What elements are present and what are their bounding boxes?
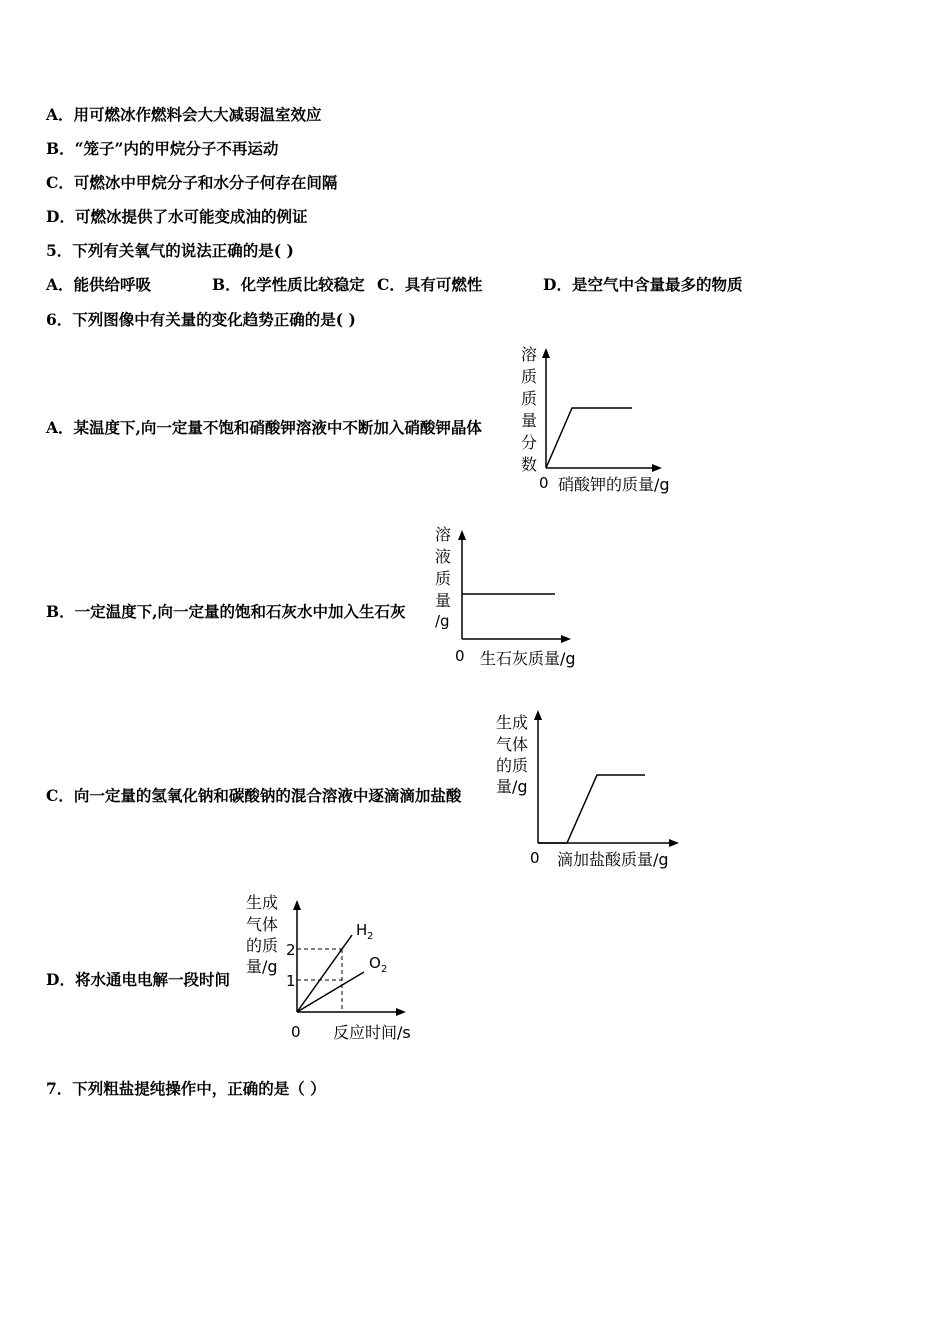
graph-d-h2-label: H [356, 921, 368, 939]
graph-c-ylabel-2: 气体 [496, 735, 529, 754]
graph-d-tick-2: 2 [286, 941, 296, 959]
graph-a-x-arrow [652, 464, 662, 472]
graph-d-y-arrow [293, 900, 301, 910]
graph-b-y-arrow [458, 530, 466, 540]
q5-option-d: D．是空气中含量最多的物质 [543, 275, 743, 294]
graph-d-o2-sub: 2 [381, 964, 388, 975]
q6-option-c: C．向一定量的氢氧化钠和碳酸钠的混合溶液中逐滴滴加盐酸 [46, 786, 462, 805]
q5-stem: 5．下列有关氧气的说法正确的是( ) [46, 241, 294, 260]
q6-option-b: B．一定温度下,向一定量的饱和石灰水中加入生石灰 [46, 602, 406, 621]
graph-d-ylabel-1: 生成 [246, 893, 279, 912]
graph-b-ylabel-4: 量 [435, 591, 452, 610]
q6-stem: 6．下列图像中有关量的变化趋势正确的是( ) [46, 310, 356, 329]
graph-a-ylabel-5: 分 [521, 433, 538, 452]
graph-d-ylabel-2: 气体 [246, 915, 279, 934]
graph-a-ylabel-1: 溶 [521, 345, 538, 364]
graph-b-ylabel-5: /g [435, 612, 450, 630]
graph-c-ylabel-1: 生成 [496, 713, 529, 732]
graph-a [510, 340, 690, 500]
graph-a-ylabel-4: 量 [521, 411, 538, 430]
graph-b-x-arrow [561, 635, 571, 643]
q7-stem: 7．下列粗盐提纯操作中，正确的是（ ） [46, 1079, 326, 1098]
graph-b-ylabel-1: 溶 [435, 525, 452, 544]
graph-b [425, 520, 595, 675]
graph-a-y-arrow [542, 348, 550, 358]
q4-option-b: B．“笼子”内的甲烷分子不再运动 [46, 139, 279, 158]
graph-a-xlabel: 硝酸钾的质量/g [558, 475, 670, 494]
graph-c-ylabel-3: 的质 [496, 756, 529, 775]
graph-a-curve [546, 408, 632, 468]
graph-d-o2-line [297, 972, 364, 1012]
q6-option-a: A．某温度下,向一定量不饱和硝酸钾溶液中不断加入硝酸钾晶体 [46, 418, 482, 437]
q4-option-a: A．用可燃冰作燃料会大大减弱温室效应 [46, 105, 322, 124]
graph-d-h2-line [297, 935, 352, 1012]
graph-d-ylabel-3: 的质 [246, 936, 279, 955]
q4-option-d: D．可燃冰提供了水可能变成油的例证 [46, 207, 308, 226]
q5-option-b: B．化学性质比较稳定 [212, 275, 365, 294]
q6-option-d: D．将水通电电解一段时间 [46, 970, 230, 989]
graph-c-origin: 0 [530, 849, 540, 867]
graph-c-xlabel: 滴加盐酸质量/g [557, 850, 669, 869]
graph-d-ylabel-4: 量/g [246, 957, 278, 976]
graph-c-x-arrow [669, 839, 679, 847]
graph-a-ylabel-6: 数 [521, 455, 538, 474]
graph-a-origin: 0 [539, 474, 549, 492]
graph-b-origin: 0 [455, 647, 465, 665]
graph-c-ylabel-4: 量/g [496, 777, 528, 796]
q5-option-a: A．能供给呼吸 [46, 275, 152, 294]
graph-d-x-arrow [396, 1008, 406, 1016]
graph-d-h2-sub: 2 [367, 931, 374, 942]
graph-d [240, 888, 430, 1048]
graph-c-curve [538, 775, 645, 843]
graph-d-origin: 0 [291, 1023, 301, 1041]
graph-c-y-arrow [534, 710, 542, 720]
graph-d-o2-label: O [369, 954, 381, 972]
graph-d-xlabel: 反应时间/s [333, 1023, 411, 1042]
graph-a-ylabel-3: 质 [521, 389, 538, 408]
graph-b-ylabel-3: 质 [435, 569, 452, 588]
graph-a-ylabel-2: 质 [521, 367, 538, 386]
graph-c [490, 700, 690, 875]
graph-b-xlabel: 生石灰质量/g [480, 649, 576, 668]
q5-option-c: C．具有可燃性 [377, 275, 483, 294]
graph-b-ylabel-2: 液 [435, 547, 452, 566]
q4-option-c: C．可燃冰中甲烷分子和水分子何存在间隔 [46, 173, 338, 192]
graph-d-tick-1: 1 [286, 972, 296, 990]
